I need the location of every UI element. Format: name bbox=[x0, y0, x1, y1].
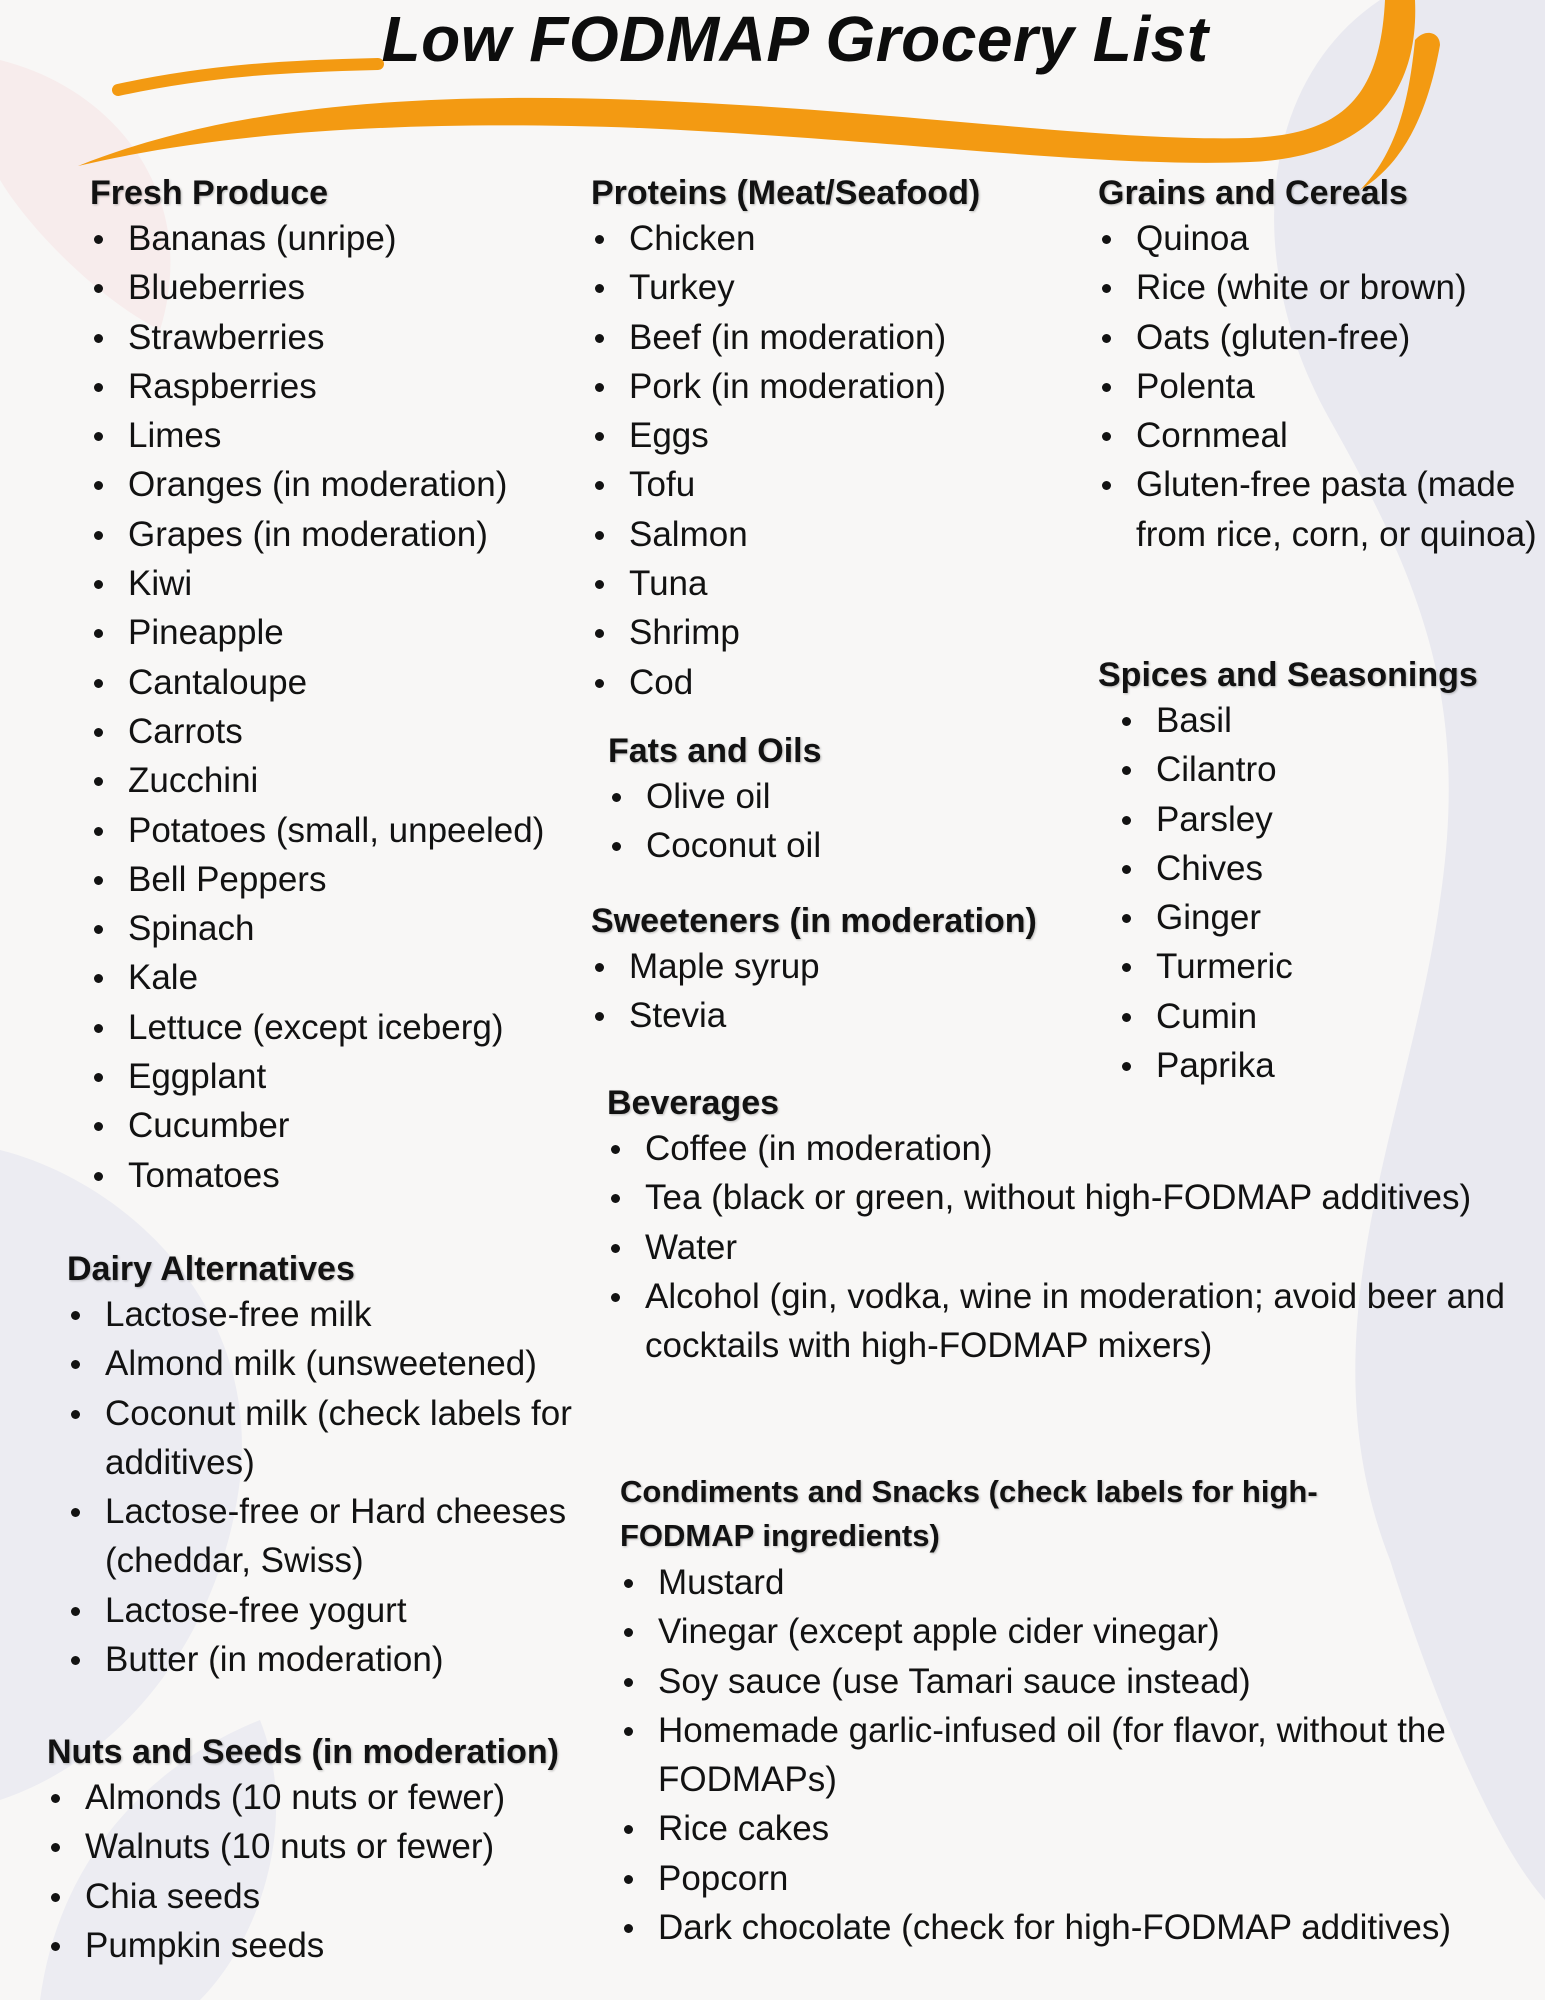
list-item: Quinoa bbox=[1098, 214, 1538, 263]
list-item: Pork (in moderation) bbox=[591, 362, 1111, 411]
list-item: Cilantro bbox=[1118, 745, 1538, 794]
list-item: Raspberries bbox=[90, 362, 590, 411]
section-heading: Grains and Cereals bbox=[1098, 174, 1408, 212]
list-item: Cucumber bbox=[90, 1101, 590, 1150]
section-heading: Condiments and Snacks (check labels for high-FODMAP ingredients) bbox=[620, 1474, 1318, 1553]
list-item: Cornmeal bbox=[1098, 411, 1538, 460]
list-item: Tomatoes bbox=[90, 1151, 590, 1200]
list-item: Lactose-free yogurt bbox=[67, 1586, 592, 1635]
section-heading: Sweeteners (in moderation) bbox=[591, 902, 1037, 940]
list-item: Dark chocolate (check for high-FODMAP additives) bbox=[620, 1903, 1540, 1952]
list-item: Bananas (unripe) bbox=[90, 214, 590, 263]
list-item: Coconut milk (check labels for additives) bbox=[67, 1389, 592, 1488]
section-spices bbox=[1098, 654, 1538, 1090]
section-fats bbox=[608, 730, 1088, 871]
list-item: Rice (white or brown) bbox=[1098, 263, 1538, 312]
list-item: Eggplant bbox=[90, 1052, 590, 1101]
item-list bbox=[607, 1124, 1537, 1370]
list-item: Basil bbox=[1118, 696, 1538, 745]
list-item: Limes bbox=[90, 411, 590, 460]
list-item: Coffee (in moderation) bbox=[607, 1124, 1537, 1173]
section-heading: Beverages bbox=[607, 1084, 780, 1122]
list-item: Pumpkin seeds bbox=[47, 1921, 607, 1970]
item-list bbox=[67, 1290, 592, 1684]
section-heading: Fats and Oils bbox=[608, 732, 822, 770]
section-condiments bbox=[620, 1470, 1540, 1952]
list-item: Blueberries bbox=[90, 263, 590, 312]
list-item: Polenta bbox=[1098, 362, 1538, 411]
list-item: Oats (gluten-free) bbox=[1098, 313, 1538, 362]
list-item: Homemade garlic-infused oil (for flavor, without the FODMAPs) bbox=[620, 1706, 1540, 1805]
section-beverages bbox=[607, 1082, 1537, 1370]
list-item: Lactose-free or Hard cheeses (cheddar, Swiss) bbox=[67, 1487, 592, 1586]
list-item: Almonds (10 nuts or fewer) bbox=[47, 1773, 607, 1822]
item-list bbox=[90, 214, 590, 1200]
item-list bbox=[591, 214, 1111, 707]
list-item: Soy sauce (use Tamari sauce instead) bbox=[620, 1657, 1540, 1706]
list-item: Popcorn bbox=[620, 1854, 1540, 1903]
list-item: Coconut oil bbox=[608, 821, 1088, 870]
list-item: Kale bbox=[90, 953, 590, 1002]
list-item: Turmeric bbox=[1118, 942, 1538, 991]
list-item: Kiwi bbox=[90, 559, 590, 608]
item-list bbox=[1098, 214, 1538, 559]
list-item: Olive oil bbox=[608, 772, 1088, 821]
list-item: Paprika bbox=[1118, 1041, 1538, 1090]
list-item: Tofu bbox=[591, 460, 1111, 509]
section-fresh-produce bbox=[90, 172, 590, 1200]
item-list bbox=[608, 772, 1088, 871]
section-sweeteners bbox=[591, 900, 1091, 1041]
list-item: Chia seeds bbox=[47, 1872, 607, 1921]
list-item: Oranges (in moderation) bbox=[90, 460, 590, 509]
list-item: Lettuce (except iceberg) bbox=[90, 1003, 590, 1052]
list-item: Chives bbox=[1118, 844, 1538, 893]
list-item: Rice cakes bbox=[620, 1804, 1540, 1853]
list-item: Cumin bbox=[1118, 992, 1538, 1041]
list-item: Maple syrup bbox=[591, 942, 1091, 991]
list-item: Eggs bbox=[591, 411, 1111, 460]
list-item: Chicken bbox=[591, 214, 1111, 263]
list-item: Zucchini bbox=[90, 756, 590, 805]
item-list bbox=[1098, 696, 1538, 1090]
page-title: Low FODMAP Grocery List bbox=[381, 3, 1209, 75]
section-heading: Dairy Alternatives bbox=[67, 1250, 355, 1288]
list-item: Turkey bbox=[591, 263, 1111, 312]
item-list bbox=[47, 1773, 607, 1970]
list-item: Spinach bbox=[90, 904, 590, 953]
list-item: Stevia bbox=[591, 991, 1091, 1040]
list-item: Walnuts (10 nuts or fewer) bbox=[47, 1822, 607, 1871]
item-list bbox=[620, 1558, 1540, 1952]
section-heading: Spices and Seasonings bbox=[1098, 656, 1478, 694]
list-item: Parsley bbox=[1118, 795, 1538, 844]
list-item: Strawberries bbox=[90, 313, 590, 362]
list-item: Grapes (in moderation) bbox=[90, 510, 590, 559]
list-item: Pineapple bbox=[90, 608, 590, 657]
list-item: Carrots bbox=[90, 707, 590, 756]
list-item: Ginger bbox=[1118, 893, 1538, 942]
list-item: Water bbox=[607, 1223, 1537, 1272]
list-item: Alcohol (gin, vodka, wine in moderation; avoid beer and cocktails with high-FODMAP mixers) bbox=[607, 1272, 1537, 1371]
section-nuts bbox=[47, 1731, 607, 1970]
list-item: Cantaloupe bbox=[90, 658, 590, 707]
list-item: Salmon bbox=[591, 510, 1111, 559]
section-proteins bbox=[591, 172, 1111, 707]
list-item: Vinegar (except apple cider vinegar) bbox=[620, 1607, 1540, 1656]
list-item: Lactose-free milk bbox=[67, 1290, 592, 1339]
section-heading: Proteins (Meat/Seafood) bbox=[591, 174, 981, 212]
list-item: Almond milk (unsweetened) bbox=[67, 1339, 592, 1388]
list-item: Butter (in moderation) bbox=[67, 1635, 592, 1684]
list-item: Potatoes (small, unpeeled) bbox=[90, 806, 590, 855]
list-item: Cod bbox=[591, 658, 1111, 707]
list-item: Shrimp bbox=[591, 608, 1111, 657]
section-heading: Fresh Produce bbox=[90, 174, 329, 212]
list-item: Beef (in moderation) bbox=[591, 313, 1111, 362]
section-dairy bbox=[67, 1248, 592, 1684]
list-item: Tea (black or green, without high-FODMAP additives) bbox=[607, 1173, 1537, 1222]
item-list bbox=[591, 942, 1091, 1041]
section-heading: Nuts and Seeds (in moderation) bbox=[47, 1733, 559, 1771]
section-grains bbox=[1098, 172, 1538, 559]
list-item: Bell Peppers bbox=[90, 855, 590, 904]
list-item: Gluten-free pasta (made from rice, corn, or quinoa) bbox=[1098, 460, 1538, 559]
list-item: Mustard bbox=[620, 1558, 1540, 1607]
list-item: Tuna bbox=[591, 559, 1111, 608]
